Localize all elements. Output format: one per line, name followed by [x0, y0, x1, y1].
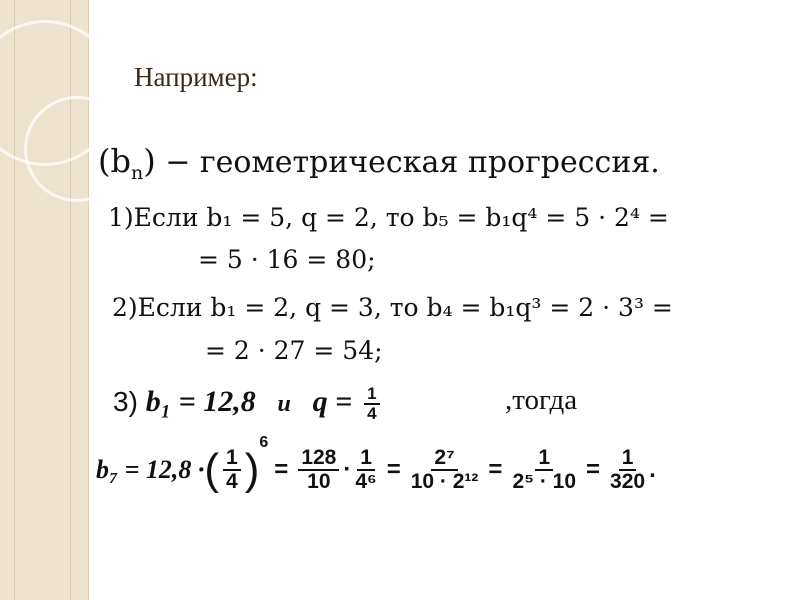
fraction-numerator: 1 — [223, 447, 241, 471]
fraction-4 — [512, 447, 576, 493]
example-3-condition — [113, 385, 384, 423]
progression-heading — [98, 142, 660, 184]
equals-sign: = — [386, 456, 401, 483]
fraction-denominator: 4 — [226, 470, 238, 493]
page-title: Например: — [134, 62, 258, 92]
fraction-denominator: 2⁵ · 10 — [512, 470, 577, 493]
example-2-line-2: = 2 · 27 = 54; — [205, 336, 383, 365]
fraction-1 — [298, 447, 339, 493]
sequence-subscript: n — [130, 162, 144, 184]
paren-open: ( — [204, 445, 220, 494]
example-3-q: q = — [312, 385, 353, 419]
fraction-power-base — [223, 447, 241, 493]
fraction-numerator: 128 — [298, 447, 339, 471]
fraction-numerator: 1 — [535, 447, 553, 471]
fraction-q — [364, 385, 379, 423]
fraction-denominator: 320 — [610, 470, 646, 493]
example-3-then: ,тогда — [505, 384, 578, 416]
example-1-line-1: 1)Если b₁ = 5, q = 2, то b₅ = b₁q⁴ = 5 · 2⁴ = — [108, 203, 669, 232]
fraction-3 — [411, 447, 479, 493]
fraction-denominator: 10 — [307, 470, 331, 493]
fraction-2 — [355, 447, 376, 493]
multiply-dot: · — [343, 456, 352, 483]
fraction-numerator: 1 — [364, 385, 379, 405]
sequence-open: (b — [98, 142, 131, 180]
fraction-numerator: 1 — [357, 447, 375, 471]
result-lhs: b₇ = 12,8 · — [96, 455, 205, 484]
fraction-numerator: 1 — [619, 447, 637, 471]
equals-sign: = — [586, 456, 601, 483]
heading-text: − геометрическая прогрессия. — [155, 145, 660, 180]
fraction-denominator: 10 · 2¹² — [410, 470, 479, 493]
example-3-b1: b₁ = 12,8 — [145, 385, 256, 419]
paren-close: ) — [244, 445, 260, 494]
equals-sign: = — [274, 456, 289, 483]
fraction-denominator: 4 — [367, 403, 377, 423]
sequence-close: ) — [143, 142, 156, 180]
fraction-denominator: 4⁶ — [355, 470, 377, 493]
final-period: . — [649, 456, 656, 483]
example-2-line-1: 2)Если b₁ = 2, q = 3, то b₄ = b₁q³ = 2 · 3³ = — [112, 293, 673, 322]
example-3-conjunction: и — [277, 391, 291, 418]
equals-sign: = — [488, 456, 503, 483]
fraction-numerator: 2⁷ — [431, 447, 457, 471]
decorative-side-band — [0, 0, 89, 600]
example-3-label: 3) — [113, 386, 138, 418]
example-1-line-2: = 5 · 16 = 80; — [198, 245, 376, 274]
example-3-result: b₇ = 12,8 · ( $\frac{1}{4}$ ) 6 = $\frac{128}{10}$ · $\frac{1}{\text{4⁶}}$ = $\frac{\text{2⁷}}{\text{10 · 2¹²}}$ = $\frac{1}{\text{2⁵ · 10}}$ = $\frac{1}{320}$ . — [96, 434, 656, 494]
fraction-5 — [610, 447, 645, 493]
